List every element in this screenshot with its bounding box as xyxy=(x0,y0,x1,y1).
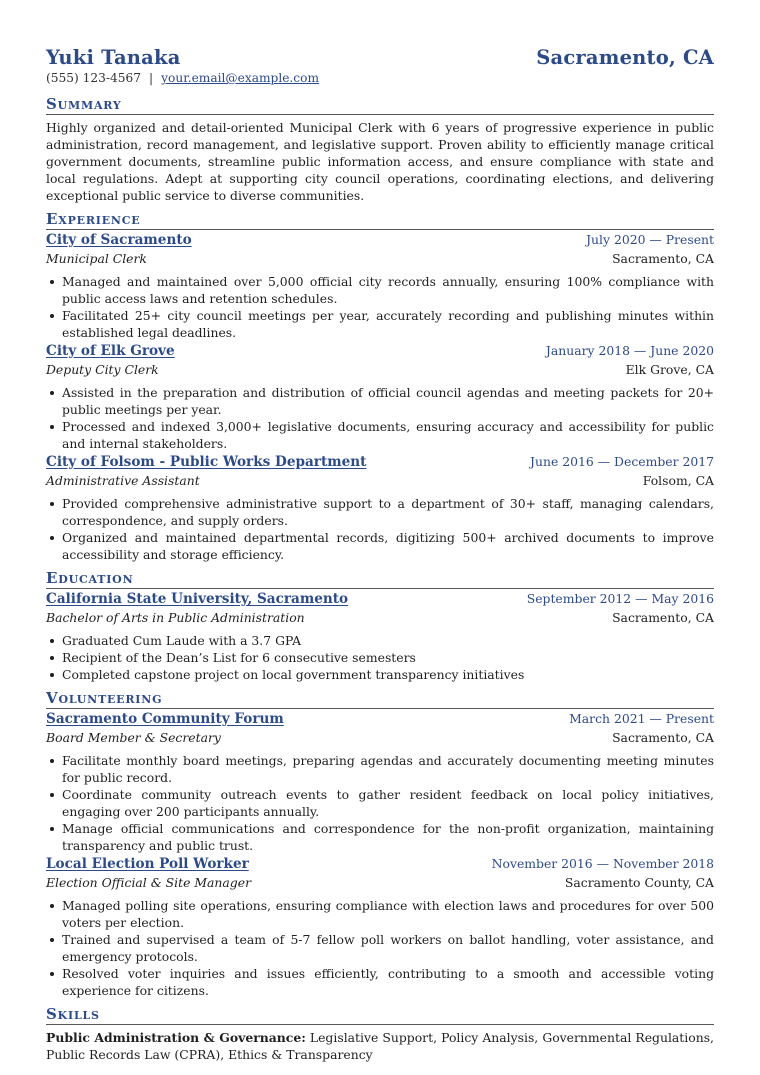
bullet-item: Trained and supervised a team of 5-7 fellow poll workers on ballot handling, voter assistance, and emergency protocols. xyxy=(46,931,714,965)
bullet-item: Assisted in the preparation and distribution of official council agendas and meeting packets for 20+ public meetings per year. xyxy=(46,384,714,418)
volunteering-dates: March 2021 — Present xyxy=(569,711,714,726)
header xyxy=(46,40,714,69)
employment-dates: June 2016 — December 2017 xyxy=(530,454,714,469)
bullet-item: Facilitated 25+ city council meetings per year, accurately recording and publishing minutes within established legal deadlines. xyxy=(46,307,714,341)
section-title-education: Education xyxy=(46,569,714,589)
summary-text: Highly organized and detail-oriented Municipal Clerk with 6 years of progressive experience in public administration, record management, and legislative support. Proven ability to efficiently manage critical government documents, streamline public information access, and ensure compliance with state and local regulations. Adept at supporting city council operations, coordinating elections, and delivering exceptional public service to diverse communities. xyxy=(46,120,714,203)
bullet-list xyxy=(46,495,714,563)
degree: Bachelor of Arts in Public Administration xyxy=(46,610,305,625)
bullet-item: Graduated Cum Laude with a 3.7 GPA xyxy=(46,632,714,649)
section-title-volunteering: Volunteering xyxy=(46,689,714,709)
bullet-list xyxy=(46,632,714,683)
employment-dates: January 2018 — June 2020 xyxy=(545,343,714,358)
bullet-list xyxy=(46,752,714,854)
volunteering-dates: November 2016 — November 2018 xyxy=(491,856,714,871)
employer-name[interactable]: City of Sacramento xyxy=(46,232,192,248)
bullet-item: Completed capstone project on local government transparency initiatives xyxy=(46,666,714,683)
volunteer-location: Sacramento, CA xyxy=(612,730,714,745)
bullet-item: Managed polling site operations, ensuring compliance with election laws and procedures for over 500 voters per election. xyxy=(46,897,714,931)
experience-entry xyxy=(46,453,714,563)
bullet-list xyxy=(46,897,714,999)
volunteering-entry xyxy=(46,710,714,854)
school-name[interactable]: California State University, Sacramento xyxy=(46,591,349,607)
candidate-location: Sacramento, CA xyxy=(536,46,714,69)
bullet-item: Coordinate community outreach events to gather resident feedback on local policy initiatives, engaging over 200 participants annually. xyxy=(46,786,714,820)
bullet-list xyxy=(46,273,714,341)
bullet-item: Organized and maintained departmental records, digitizing 500+ archived documents to improve accessibility and storage efficiency. xyxy=(46,529,714,563)
bullet-item: Recipient of the Dean’s List for 6 consecutive semesters xyxy=(46,649,714,666)
education-entry xyxy=(46,590,714,683)
job-location: Elk Grove, CA xyxy=(625,362,714,377)
candidate-name: Yuki Tanaka xyxy=(46,46,181,69)
volunteering-entry xyxy=(46,855,714,999)
email-link[interactable]: your.email@example.com xyxy=(161,71,320,85)
bullet-item: Facilitate monthly board meetings, preparing agendas and accurately documenting meeting minutes for public record. xyxy=(46,752,714,786)
experience-entry xyxy=(46,231,714,341)
experience-entry xyxy=(46,342,714,452)
bullet-item: Provided comprehensive administrative support to a department of 30+ staff, managing calendars, correspondence, and supply orders. xyxy=(46,495,714,529)
skills-list: Legislative Support, Policy Analysis, Governmental Regulations, Public Records Law (CPRA), Ethics & Transparency xyxy=(46,1030,714,1062)
section-title-summary: Summary xyxy=(46,95,714,115)
section-title-skills: Skills xyxy=(46,1005,714,1025)
volunteer-role: Board Member & Secretary xyxy=(46,730,221,745)
education-dates: September 2012 — May 2016 xyxy=(526,591,714,606)
bullet-item: Manage official communications and correspondence for the non-profit organization, maintaining transparency and public trust. xyxy=(46,820,714,854)
skills-line xyxy=(46,1029,714,1063)
job-title: Deputy City Clerk xyxy=(46,362,159,377)
employment-dates: July 2020 — Present xyxy=(586,232,714,247)
job-title: Municipal Clerk xyxy=(46,251,147,266)
bullet-list xyxy=(46,384,714,452)
bullet-item: Resolved voter inquiries and issues efficiently, contributing to a smooth and accessible voting experience for citizens. xyxy=(46,965,714,999)
volunteer-location: Sacramento County, CA xyxy=(564,875,714,890)
skills-category: Public Administration & Governance: xyxy=(46,1030,306,1045)
bullet-item: Processed and indexed 3,000+ legislative documents, ensuring accuracy and accessibility for public and internal stakeholders. xyxy=(46,418,714,452)
contact-separator: | xyxy=(149,71,154,85)
contact-line xyxy=(46,70,714,87)
job-title: Administrative Assistant xyxy=(46,473,200,488)
organization-name[interactable]: Sacramento Community Forum xyxy=(46,711,284,727)
bullet-item: Managed and maintained over 5,000 official city records annually, ensuring 100% compliance with public access laws and retention schedules. xyxy=(46,273,714,307)
school-location: Sacramento, CA xyxy=(612,610,714,625)
employer-name[interactable]: City of Folsom - Public Works Department xyxy=(46,454,367,470)
employer-name[interactable]: City of Elk Grove xyxy=(46,343,175,359)
organization-name[interactable]: Local Election Poll Worker xyxy=(46,856,249,872)
phone-number: (555) 123-4567 xyxy=(46,71,142,85)
volunteer-role: Election Official & Site Manager xyxy=(46,875,251,890)
job-location: Folsom, CA xyxy=(642,473,714,488)
section-title-experience: Experience xyxy=(46,210,714,230)
job-location: Sacramento, CA xyxy=(612,251,714,266)
